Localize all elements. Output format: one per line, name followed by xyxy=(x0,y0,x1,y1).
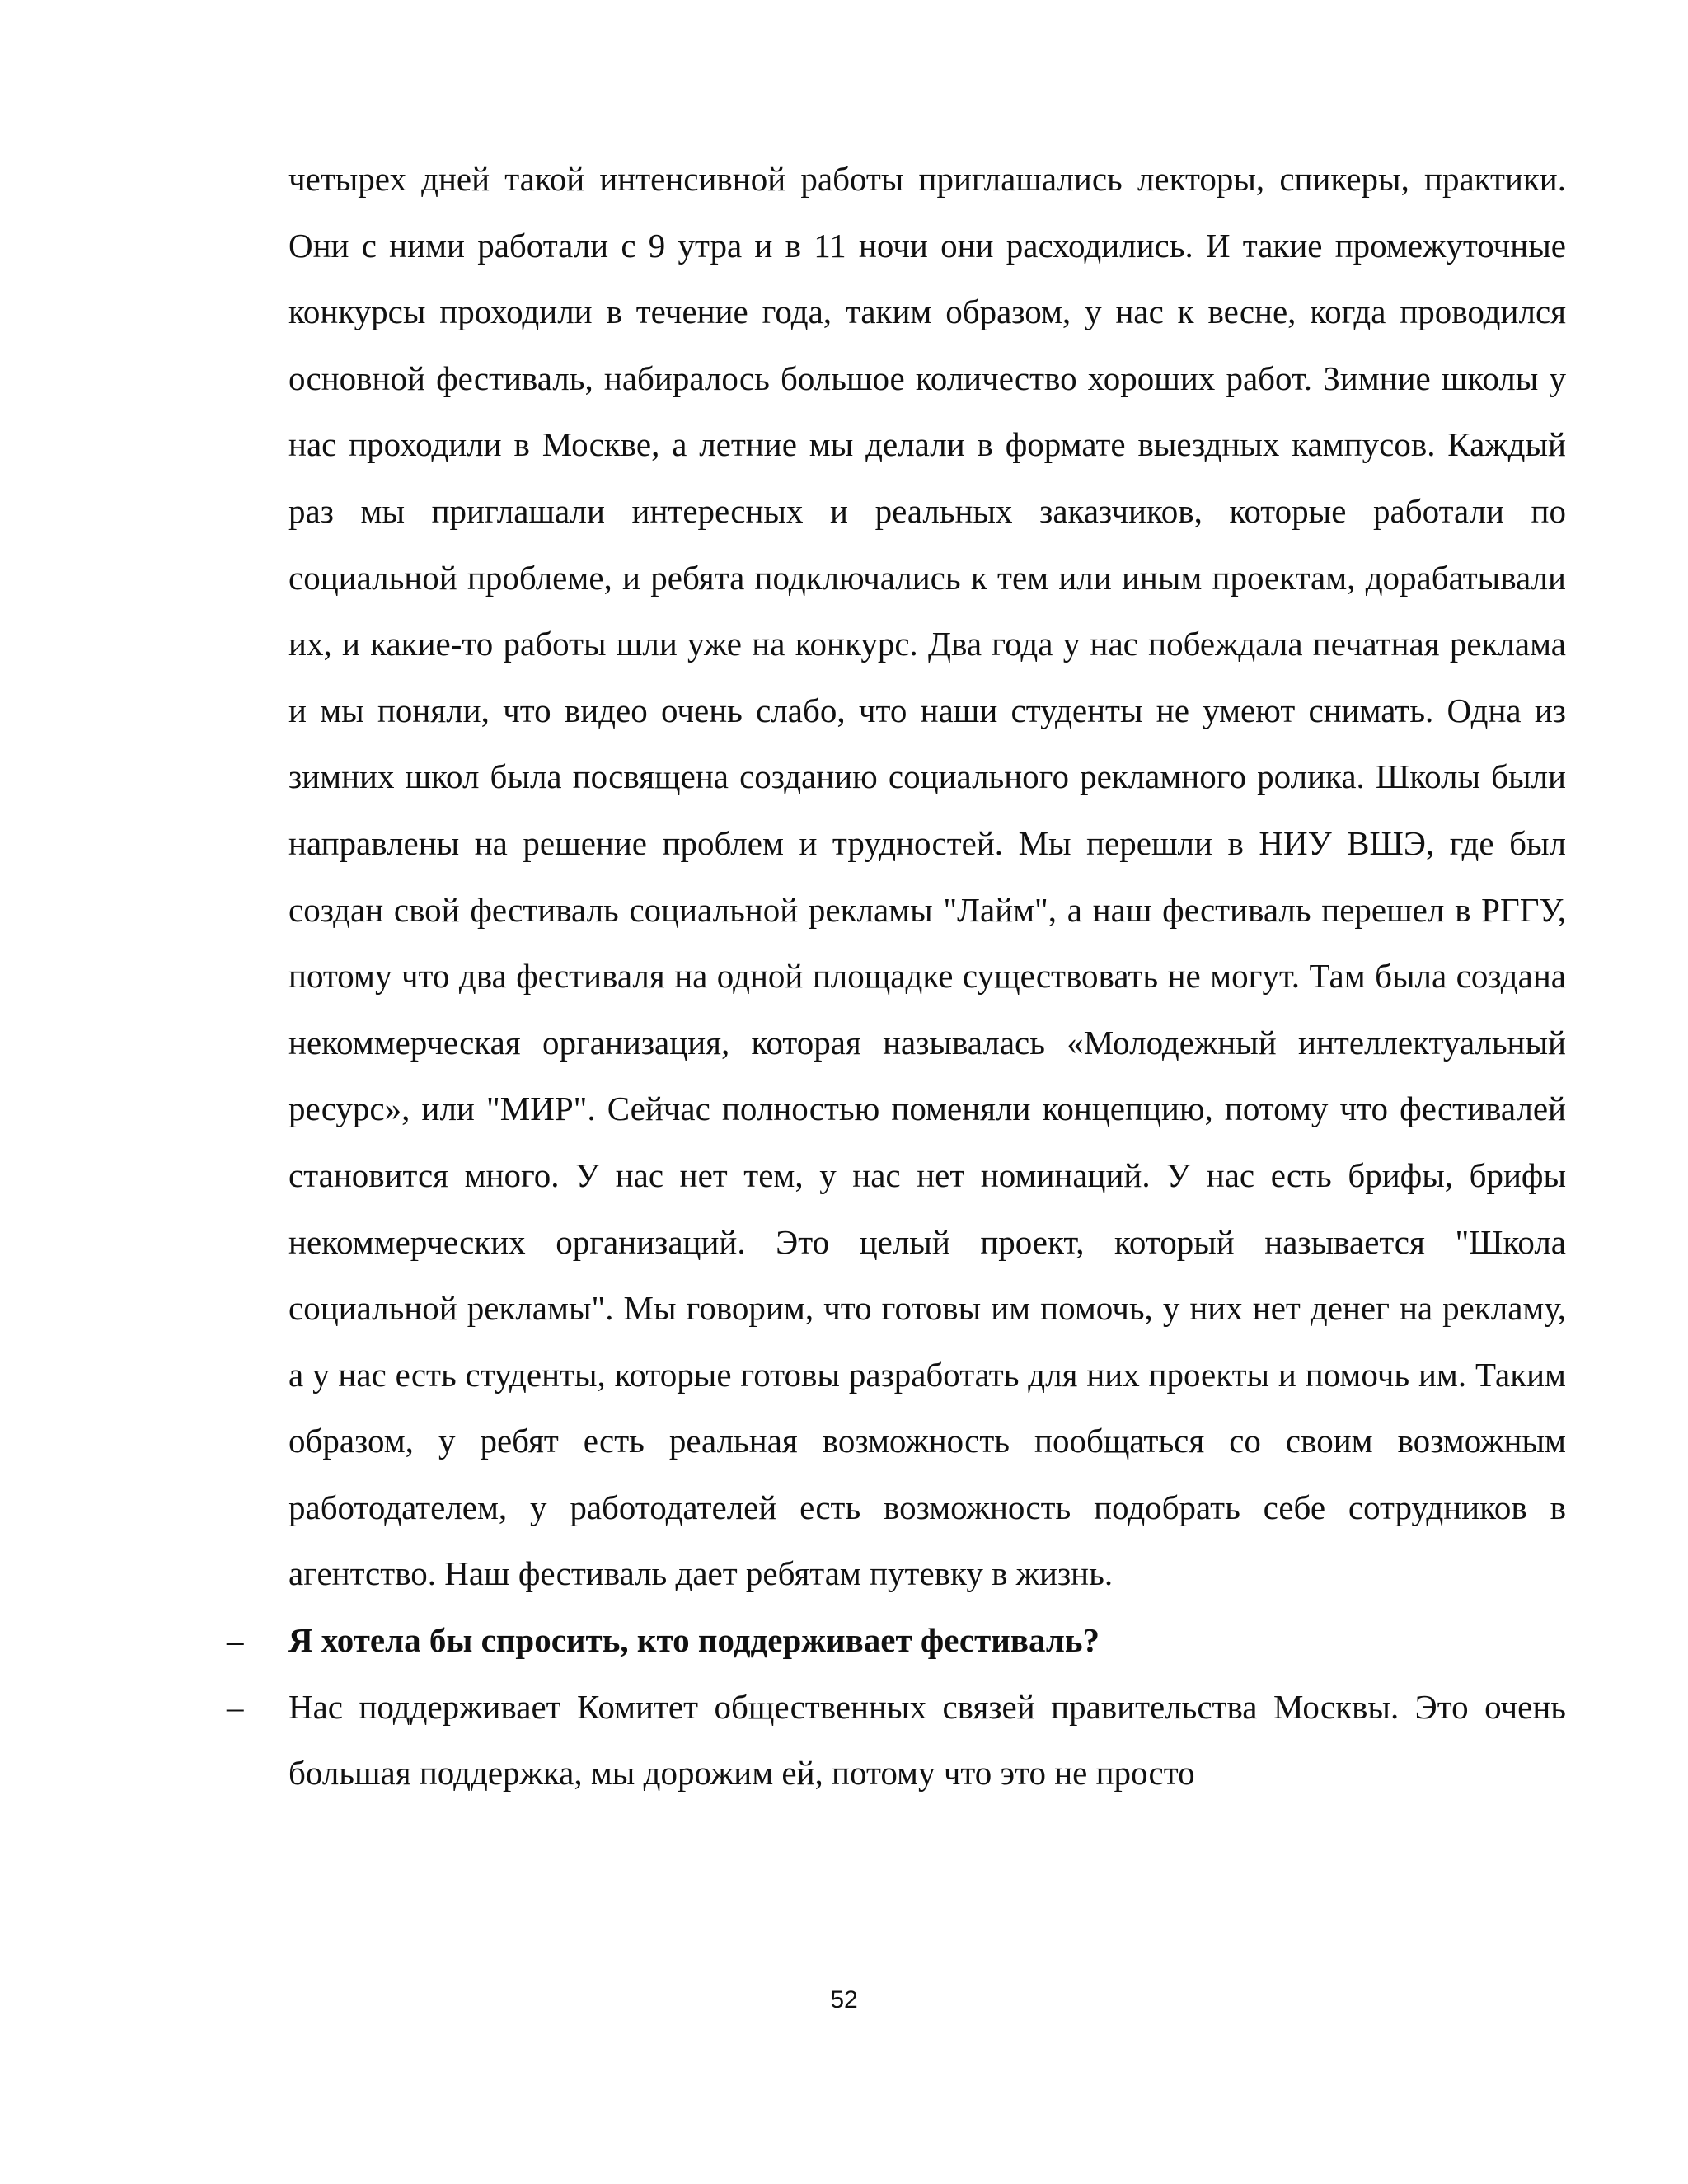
dash-marker: – xyxy=(227,1687,244,1726)
page-body xyxy=(227,146,1566,1807)
interview-question xyxy=(227,1607,1566,1674)
dash-marker: – xyxy=(227,1621,244,1660)
interview-answer xyxy=(227,1674,1566,1807)
continued-paragraph: четырех дней такой интенсивной работы приглашались лекторы, спикеры, практики. Они с ними работали с 9 утра и в 11 ночи они расходились. И такие промежуточные конкурсы проходили в течение года, таким образом, у нас к весне, когда проводился основной фестиваль, набиралось большое количество хороших работ. Зимние школы у нас проходили в Москве, а летние мы делали в формате выездных кампусов. Каждый раз мы приглашали интересных и реальных заказчиков, которые работали по социальной проблеме, и ребята подключались к тем или иным проектам, дорабатывали их, и какие-то работы шли уже на конкурс. Два года у нас побеждала печатная реклама и мы поняли, что видео очень слабо, что наши студенты не умеют снимать. Одна из зимних школ была посвящена созданию социального рекламного ролика. Школы были направлены на решение проблем и трудностей. Мы перешли в НИУ ВШЭ, где был создан свой фестиваль социальной рекламы "Лайм", а наш фестиваль перешел в РГГУ, потому что два фестиваля на одной площадке существовать не могут. Там была создана некоммерческая организация, которая называлась «Молодежный интеллектуальный ресурс», или "МИР". Сейчас полностью поменяли концепцию, потому что фестивалей становится много. У нас нет тем, у нас нет номинаций. У нас есть брифы, брифы некоммерческих организаций. Это целый проект, который называется "Школа социальной рекламы". Мы говорим, что готовы им помочь, у них нет денег на рекламу, а у нас есть студенты, которые готовы разработать для них проекты и помочь им. Таким образом, у ребят есть реальная возможность пообщаться со своим возможным работодателем, у работодателей есть возможность подобрать себе сотрудников в агентство. Наш фестиваль дает ребятам путевку в жизнь. xyxy=(288,160,1566,1593)
question-text: Я хотела бы спросить, кто поддерживает фестиваль? xyxy=(288,1621,1100,1660)
answer-text: Нас поддерживает Комитет общественных связей правительства Москвы. Это очень большая поддержка, мы дорожим ей, потому что это не просто xyxy=(288,1687,1566,1793)
page-number: 52 xyxy=(830,1986,858,2013)
